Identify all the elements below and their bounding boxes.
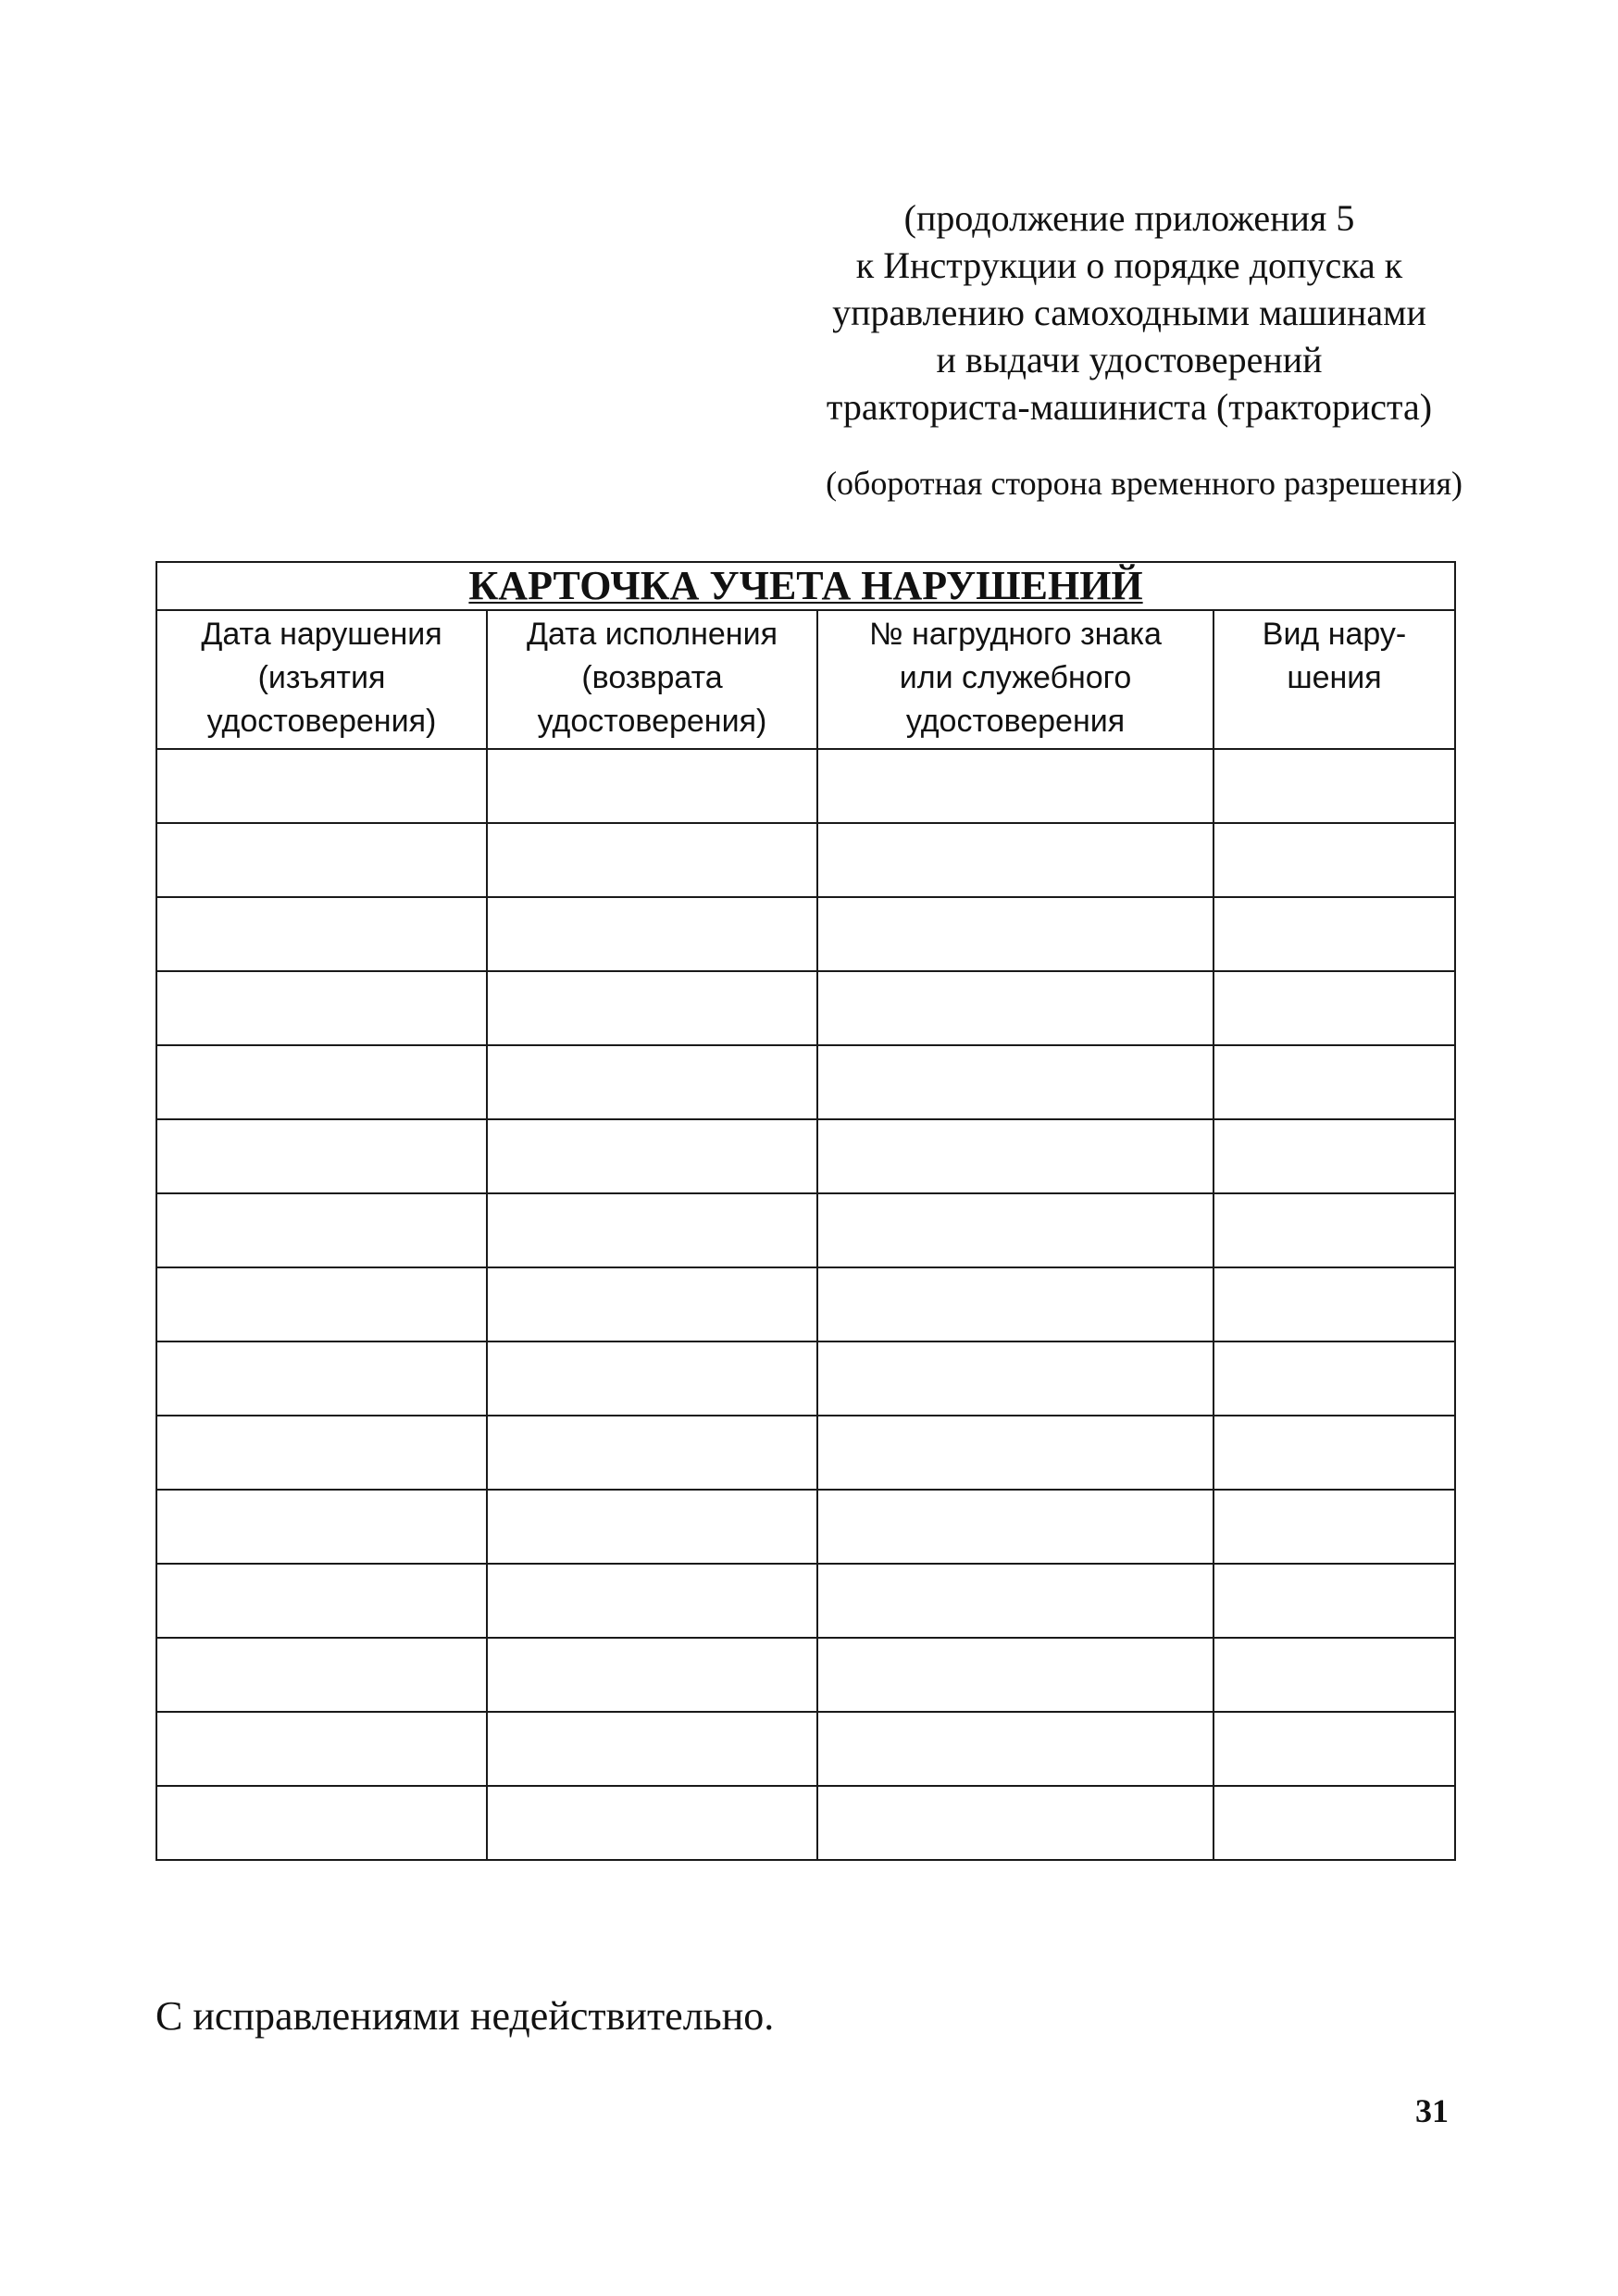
column-header-violation-type: [1214, 610, 1455, 749]
table-cell: [487, 1341, 817, 1416]
table-cell: [487, 1193, 817, 1267]
table-cell: [817, 897, 1214, 971]
table-cell: [1214, 823, 1455, 897]
table-cell: [487, 749, 817, 823]
table-row: [156, 1341, 1455, 1416]
column-header-violation-date: [156, 610, 487, 749]
table-cell: [156, 1193, 487, 1267]
table-cell: [1214, 1267, 1455, 1341]
table-row: [156, 897, 1455, 971]
table-cell: [1214, 1490, 1455, 1564]
table-cell: [1214, 1119, 1455, 1193]
column-header-badge-number: [817, 610, 1214, 749]
table-cell: [487, 897, 817, 971]
table-cell: [487, 1267, 817, 1341]
table-cell: [817, 1712, 1214, 1786]
table-cell: [1214, 1045, 1455, 1119]
table-cell: [1214, 971, 1455, 1045]
table-cell: [1214, 897, 1455, 971]
table-cell: [156, 897, 487, 971]
table-cell: [487, 823, 817, 897]
table-cell: [156, 1786, 487, 1860]
table-cell: [156, 1490, 487, 1564]
table-cell: [817, 1490, 1214, 1564]
reverse-side-note: (оборотная сторона временного разрешения): [826, 465, 1462, 502]
table-cell: [487, 1490, 817, 1564]
card-body: [156, 749, 1455, 1860]
table-cell: [817, 823, 1214, 897]
table-cell: [156, 1712, 487, 1786]
page-number: 31: [1415, 2092, 1449, 2129]
table-cell: [487, 1045, 817, 1119]
table-cell: [817, 1119, 1214, 1193]
appendix-line: и выдачи удостоверений: [936, 339, 1323, 381]
table-cell: [487, 1416, 817, 1490]
appendix-line: (продолжение приложения 5: [903, 197, 1355, 239]
table-row: [156, 1490, 1455, 1564]
table-row: [156, 1712, 1455, 1786]
table-cell: [817, 1193, 1214, 1267]
table-row: [156, 1786, 1455, 1860]
violations-card-table: [156, 561, 1456, 1861]
table-row: [156, 823, 1455, 897]
table-row: [156, 749, 1455, 823]
table-row: [156, 1638, 1455, 1712]
table-row: [156, 1119, 1455, 1193]
table-cell: [156, 749, 487, 823]
table-cell: [156, 1564, 487, 1638]
appendix-line: управлению самоходными машинами: [832, 292, 1426, 333]
column-header-label: Дата исполнения (возврата удостоверения): [526, 617, 778, 739]
table-cell: [156, 1119, 487, 1193]
table-row: [156, 1267, 1455, 1341]
table-cell: [487, 1564, 817, 1638]
table-cell: [156, 1341, 487, 1416]
table-cell: [156, 971, 487, 1045]
table-cell: [1214, 1564, 1455, 1638]
table-cell: [817, 1267, 1214, 1341]
appendix-line: к Инструкции о порядке допуска к: [855, 244, 1403, 286]
table-cell: [817, 1341, 1214, 1416]
column-header-label: № нагрудного знака или служебного удостоверения: [869, 617, 1162, 739]
column-header-label: Дата нарушения (изъятия удостоверения): [201, 617, 442, 739]
table-cell: [817, 1416, 1214, 1490]
table-cell: [487, 1712, 817, 1786]
table-cell: [1214, 1193, 1455, 1267]
appendix-line: тракториста-машиниста (тракториста): [826, 386, 1433, 428]
table-cell: [487, 971, 817, 1045]
table-cell: [817, 1638, 1214, 1712]
table-cell: [487, 1638, 817, 1712]
table-row: [156, 1193, 1455, 1267]
table-cell: [156, 823, 487, 897]
table-row: [156, 1564, 1455, 1638]
table-cell: [1214, 749, 1455, 823]
table-cell: [156, 1267, 487, 1341]
table-cell: [817, 971, 1214, 1045]
table-cell: [156, 1416, 487, 1490]
table-cell: [817, 1564, 1214, 1638]
card-title: КАРТОЧКА УЧЕТА НАРУШЕНИЙ: [156, 562, 1455, 610]
table-cell: [817, 1045, 1214, 1119]
table-cell: [1214, 1638, 1455, 1712]
table-cell: [487, 1786, 817, 1860]
table-row: [156, 971, 1455, 1045]
column-header-execution-date: [487, 610, 817, 749]
table-cell: [1214, 1712, 1455, 1786]
table-cell: [156, 1638, 487, 1712]
table-cell: [1214, 1341, 1455, 1416]
table-cell: [156, 1045, 487, 1119]
appendix-reference: [759, 194, 1500, 430]
table-cell: [1214, 1416, 1455, 1490]
column-header-label: Вид нару- шения: [1262, 617, 1407, 695]
corrections-invalid-note: С исправлениями недействительно.: [156, 1993, 775, 2039]
table-row: [156, 1416, 1455, 1490]
table-cell: [817, 1786, 1214, 1860]
table-cell: [817, 749, 1214, 823]
table-cell: [487, 1119, 817, 1193]
table-row: [156, 1045, 1455, 1119]
table-cell: [1214, 1786, 1455, 1860]
